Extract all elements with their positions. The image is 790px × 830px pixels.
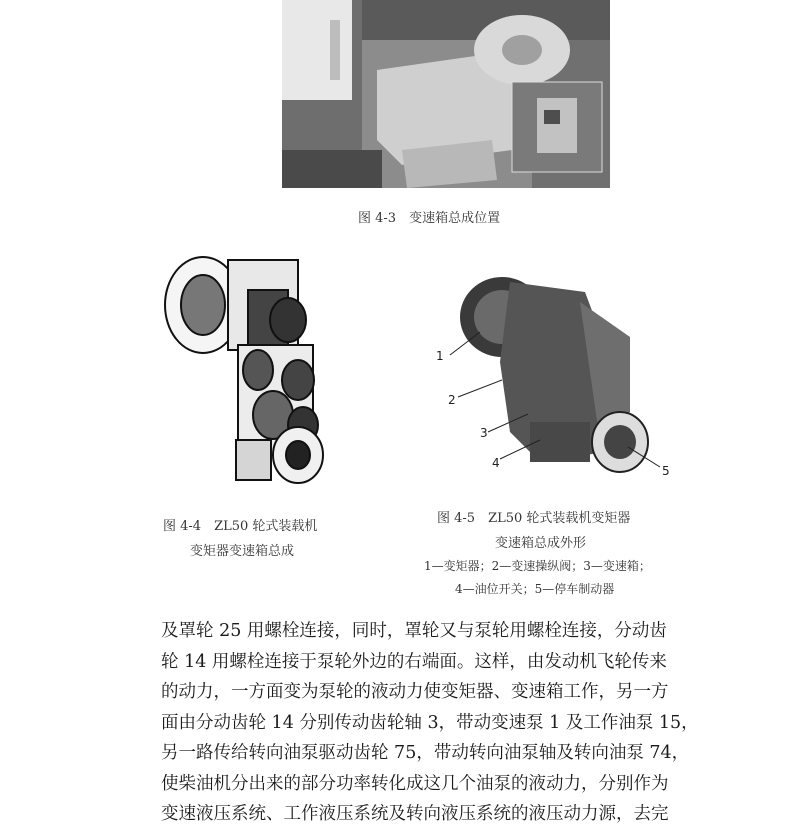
callout-2: 2 xyxy=(448,393,456,407)
body-line: 使柴油机分出来的部分功率转化成这几个油泵的液动力，分别作为 xyxy=(161,773,669,794)
torque-converter-gearbox-exterior xyxy=(430,262,680,490)
body-line: 的动力，一方面变为泵轮的液动力使变矩器、变速箱工作，另一方 xyxy=(161,682,669,702)
figure-4-4-caption-line1: 图 4-4 ZL50 轮式装载机 xyxy=(163,519,318,534)
callout-1: 1 xyxy=(436,349,444,363)
figure-4-4-drawing xyxy=(158,250,368,490)
figure-4-4-caption-line2: 变矩器变速箱总成 xyxy=(190,544,295,559)
body-line: 轮 14 用螺栓连接于泵轮外边的右端面。这样，由发动机飞轮传来 xyxy=(161,651,667,672)
body-paragraph xyxy=(161,616,761,830)
callout-4: 4 xyxy=(492,456,500,470)
body-line: 另一路传给转向油泵驱动齿轮 75，带动转向油泵轴及转向油泵 74， xyxy=(161,743,690,763)
figure-4-5-drawing xyxy=(430,262,680,490)
callout-3: 3 xyxy=(480,426,488,440)
callout-5: 5 xyxy=(662,464,670,478)
body-line: 面由分动齿轮 14 分别传动齿轮轴 3，带动变速泵 1 及工作油泵 15， xyxy=(161,712,699,733)
figure-4-5-caption-line1: 图 4-5 ZL50 轮式装载机变矩器 xyxy=(437,511,631,526)
figure-4-5-caption-line2: 变速箱总成外形 xyxy=(495,536,587,551)
gearbox-position-photo xyxy=(282,0,610,188)
figure-4-5-legend-line1: 1—变矩器；2—变速操纵阀；3—变速箱； xyxy=(424,559,651,573)
figure-4-3-caption: 图 4-3 变速箱总成位置 xyxy=(358,211,501,226)
body-line: 及罩轮 25 用螺栓连接，同时，罩轮又与泵轮用螺栓连接，分动齿 xyxy=(161,621,667,641)
torque-converter-gearbox-cutaway xyxy=(158,250,368,490)
figure-4-3-photo xyxy=(282,0,610,188)
figure-4-5-legend-line2: 4—油位开关；5—停车制动器 xyxy=(455,582,615,596)
body-line: 变速液压系统、工作液压系统及转向液压系统的液压动力源，去完 xyxy=(161,804,669,824)
